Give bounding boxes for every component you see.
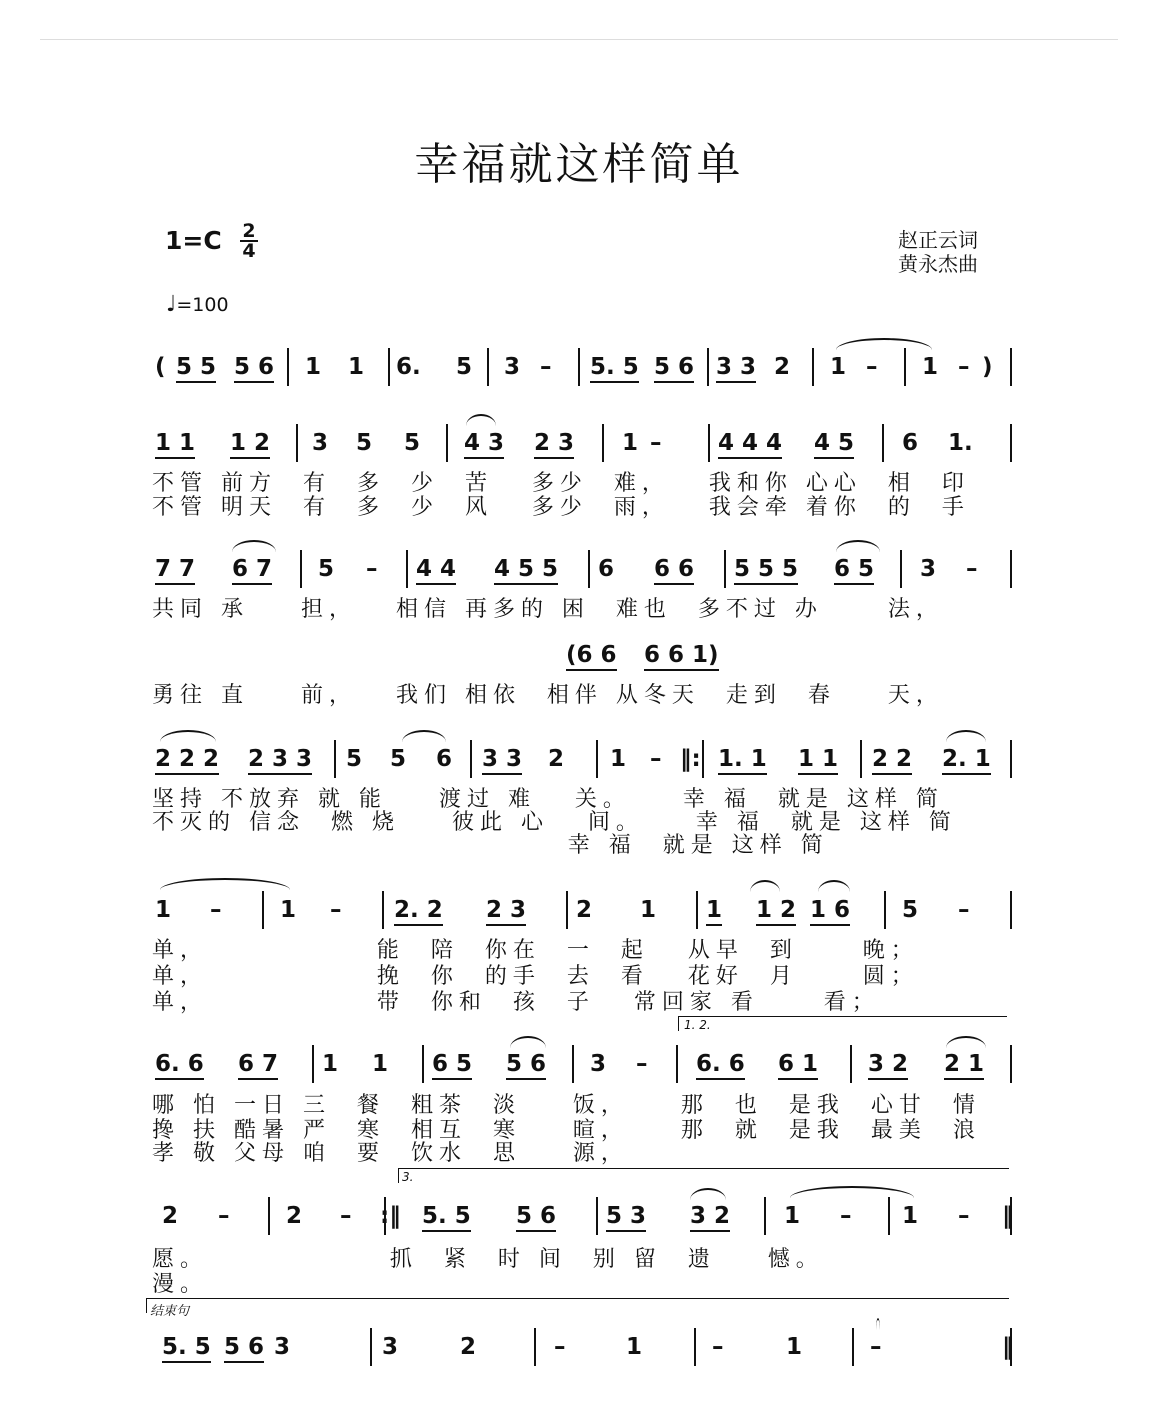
bar-line bbox=[764, 1197, 766, 1235]
bar-line bbox=[900, 550, 902, 588]
note-group: 2 2 bbox=[872, 746, 912, 775]
bar-line bbox=[860, 740, 862, 778]
note-group: 5. 5 bbox=[422, 1203, 471, 1232]
bar-line bbox=[1010, 550, 1012, 588]
bar-line bbox=[694, 1328, 696, 1366]
note-group: 1 bbox=[626, 1334, 643, 1360]
note-group: – bbox=[958, 354, 970, 380]
notation-row bbox=[0, 354, 1158, 398]
note-group: – bbox=[330, 897, 342, 923]
note-group: – bbox=[650, 746, 662, 772]
bar-line bbox=[882, 424, 884, 462]
note-group: 3 bbox=[590, 1051, 607, 1077]
bar-line bbox=[596, 740, 598, 778]
bar-line bbox=[588, 550, 590, 588]
page-title: 幸福就这样简单 bbox=[414, 139, 744, 190]
note-group: 2 bbox=[162, 1203, 179, 1229]
lyric-line: 幸 福 就是 这样 简 bbox=[152, 833, 829, 858]
coda-label: 结束句 bbox=[150, 1304, 190, 1319]
bar-line bbox=[1010, 1045, 1012, 1083]
note-group: 2 1 bbox=[944, 1051, 984, 1080]
bar-line bbox=[566, 891, 568, 929]
slur-arc bbox=[818, 880, 850, 892]
note-group: 6. bbox=[396, 354, 421, 380]
note-group: 1 bbox=[640, 897, 657, 923]
lyric-line: 单， 挽 你 的手 去 看 花好 月 圆； bbox=[152, 964, 919, 989]
bar-line bbox=[707, 348, 709, 386]
slur-arc bbox=[876, 1318, 880, 1330]
bar-line bbox=[1010, 740, 1012, 778]
lyric-line: 不管 明天 有 多 少 风 多少 雨， 我会牵 着你 的 手 bbox=[152, 495, 970, 520]
note-group: 5. 5 bbox=[590, 354, 639, 383]
repeat-sign: :‖ bbox=[380, 1203, 401, 1229]
note-group: 6 bbox=[598, 556, 615, 582]
slur-arc bbox=[790, 1186, 914, 1198]
note-group: 2 bbox=[774, 354, 791, 380]
bar-line bbox=[487, 348, 489, 386]
tempo-value: =100 bbox=[176, 294, 229, 316]
note-group: 6 1 bbox=[778, 1051, 818, 1080]
note-group: 1 1 bbox=[155, 430, 195, 459]
volta-1-2-bracket bbox=[678, 1016, 1007, 1031]
repeat-sign: ‖ bbox=[1002, 1334, 1014, 1360]
note-group: 3 2 bbox=[868, 1051, 908, 1080]
lyric-line: 漫。 bbox=[152, 1272, 209, 1297]
note-group: 5 6 bbox=[234, 354, 274, 383]
bar-line bbox=[446, 424, 448, 462]
note-group: 4 4 bbox=[416, 556, 456, 585]
lyric-line: 不管 前方 有 多 少 苦 多少 难， 我和你 心心 相 印 bbox=[152, 471, 970, 496]
note-group: 5 6 bbox=[224, 1334, 264, 1363]
coda-bracket bbox=[146, 1298, 1009, 1313]
bar-line bbox=[850, 1045, 852, 1083]
bar-line bbox=[1010, 348, 1012, 386]
note-group: 5 5 5 bbox=[734, 556, 798, 585]
note-group: 1 bbox=[706, 897, 722, 926]
note-group: 5 bbox=[346, 746, 363, 772]
note-group: – bbox=[540, 354, 552, 380]
slur-arc bbox=[160, 878, 290, 890]
key-signature: 1=C bbox=[165, 226, 222, 255]
slur-arc bbox=[836, 540, 880, 552]
note-group: 2 bbox=[460, 1334, 477, 1360]
note-group: – bbox=[840, 1203, 852, 1229]
bar-line bbox=[406, 550, 408, 588]
note-group: 5 bbox=[902, 897, 919, 923]
note-group: 3 bbox=[920, 556, 937, 582]
note-group: 5 bbox=[456, 354, 473, 380]
note-group: 5. 5 bbox=[162, 1334, 211, 1363]
bar-line bbox=[422, 1045, 424, 1083]
note-group: 6 7 bbox=[232, 556, 272, 585]
note-group: 2 3 3 bbox=[248, 746, 312, 775]
note-group: 2 3 bbox=[534, 430, 574, 459]
note-group: 3 bbox=[504, 354, 521, 380]
slur-arc bbox=[690, 1188, 726, 1200]
repeat-sign: ‖: bbox=[680, 746, 701, 772]
note-group: 3 3 bbox=[716, 354, 756, 383]
slur-arc bbox=[402, 730, 446, 742]
ts-top: 2 bbox=[242, 220, 256, 242]
bar-line bbox=[296, 424, 298, 462]
note-group: 6 7 bbox=[238, 1051, 278, 1080]
note-group: 1 bbox=[155, 897, 172, 923]
bar-line bbox=[312, 1045, 314, 1083]
note-group: 6 5 bbox=[834, 556, 874, 585]
note-group: 4 5 5 bbox=[494, 556, 558, 585]
note-group: 1 bbox=[786, 1334, 803, 1360]
bar-line bbox=[888, 1197, 890, 1235]
lyric-line: 单， 带 你和 孩 子 常回家 看 看； bbox=[152, 990, 880, 1015]
notation-row bbox=[0, 1203, 1158, 1247]
note-group: 2. 1 bbox=[942, 746, 991, 775]
note-group: ) bbox=[982, 354, 993, 380]
lyric-line: 单， 能 陪 你在 一 起 从早 到 晚； bbox=[152, 938, 919, 963]
note-group: – bbox=[870, 1334, 882, 1360]
note-group: – bbox=[650, 430, 662, 456]
bar-line bbox=[287, 348, 289, 386]
note-group: 5 3 bbox=[606, 1203, 646, 1232]
bar-line bbox=[370, 1328, 372, 1366]
bar-line bbox=[1010, 891, 1012, 929]
note-group: 4 3 bbox=[464, 430, 504, 459]
note-group: 6 bbox=[436, 746, 453, 772]
lyric-line: 不灭的 信念 燃 烧 彼此 心 间。 幸 福 就是 这样 简 bbox=[152, 810, 957, 835]
bar-line bbox=[904, 348, 906, 386]
repeat-sign: ‖ bbox=[1002, 1203, 1014, 1229]
bar-line bbox=[262, 891, 264, 929]
bar-line bbox=[1010, 424, 1012, 462]
slur-arc bbox=[160, 730, 216, 742]
note-group: 2 bbox=[286, 1203, 303, 1229]
note-group: 1 bbox=[610, 746, 627, 772]
note-group: – bbox=[636, 1051, 648, 1077]
note-group: 1 6 bbox=[810, 897, 850, 926]
note-group: 1 bbox=[902, 1203, 919, 1229]
note-group: 1 bbox=[830, 354, 847, 380]
note-group: 3 bbox=[382, 1334, 399, 1360]
note-group: 3 2 bbox=[690, 1203, 730, 1232]
bar-line bbox=[334, 740, 336, 778]
lyric-line: 搀 扶 酷暑 严 寒 相互 寒 暄， 那 就 是我 最美 浪 bbox=[152, 1118, 981, 1143]
slur-arc bbox=[232, 540, 276, 552]
note-group: ( bbox=[155, 354, 166, 380]
ts-bottom: 4 bbox=[242, 240, 256, 262]
note-group: – bbox=[554, 1334, 566, 1360]
note-group: 2. 2 bbox=[394, 897, 443, 926]
bar-line bbox=[702, 740, 704, 778]
note-group: 7 7 bbox=[155, 556, 195, 585]
note-group: 6 6 bbox=[654, 556, 694, 585]
note-group: 1 bbox=[622, 430, 639, 456]
note-group: 1. bbox=[948, 430, 973, 456]
note-group: – bbox=[218, 1203, 230, 1229]
note-group: – bbox=[966, 556, 978, 582]
bar-line bbox=[852, 1328, 854, 1366]
note-group: 1 1 bbox=[798, 746, 838, 775]
note-group: – bbox=[866, 354, 878, 380]
note-group: 5 bbox=[318, 556, 335, 582]
quarter-note-icon: ♩ bbox=[166, 292, 177, 317]
note-group: – bbox=[340, 1203, 352, 1229]
time-signature bbox=[240, 222, 258, 260]
note-group: 1. 1 bbox=[718, 746, 767, 775]
slur-arc bbox=[750, 880, 780, 892]
slur-arc bbox=[836, 338, 932, 350]
note-group: – bbox=[210, 897, 222, 923]
bar-line bbox=[708, 424, 710, 462]
note-group: 1 bbox=[348, 354, 365, 380]
top-divider bbox=[40, 39, 1118, 40]
note-group: – bbox=[958, 897, 970, 923]
bar-line bbox=[300, 550, 302, 588]
note-group: 5 bbox=[356, 430, 373, 456]
note-group: – bbox=[712, 1334, 724, 1360]
lyric-line: 孝 敬 父母 咱 要 饮水 思 源， bbox=[152, 1141, 629, 1166]
note-group: 5 6 bbox=[516, 1203, 556, 1232]
bar-line bbox=[596, 1197, 598, 1235]
note-group: 3 bbox=[274, 1334, 291, 1360]
tempo-marking bbox=[166, 292, 229, 317]
note-group: 5 bbox=[390, 746, 407, 772]
bar-line bbox=[388, 348, 390, 386]
note-group: 1 bbox=[372, 1051, 389, 1077]
note-group: 5 bbox=[404, 430, 421, 456]
note-group: 2 2 2 bbox=[155, 746, 219, 775]
note-group: 6. 6 bbox=[696, 1051, 745, 1080]
bar-line bbox=[534, 1328, 536, 1366]
composer: 黄永杰曲 bbox=[898, 252, 978, 276]
lyric-line: 哪 怕 一日 三 餐 粗茶 淡 饭， 那 也 是我 心甘 情 bbox=[152, 1093, 981, 1118]
bar-line bbox=[572, 1045, 574, 1083]
note-group: 2 bbox=[548, 746, 565, 772]
note-group: 5 5 bbox=[176, 354, 216, 383]
slur-arc bbox=[466, 414, 496, 426]
volta-1-2-label: 1. 2. bbox=[684, 1018, 711, 1032]
note-group: 4 4 4 bbox=[718, 430, 782, 459]
volta-3-bracket bbox=[398, 1168, 1009, 1183]
note-group: 6 6 1) bbox=[644, 642, 719, 671]
note-group: 5 6 bbox=[506, 1051, 546, 1080]
note-group: 5 6 bbox=[654, 354, 694, 383]
note-group: 2 3 bbox=[486, 897, 526, 926]
note-group: 1 bbox=[280, 897, 297, 923]
note-group: 6. 6 bbox=[155, 1051, 204, 1080]
bar-line bbox=[268, 1197, 270, 1235]
note-group: 3 3 bbox=[482, 746, 522, 775]
lyric-line: 愿。 抓 紧 时 间 别 留 遗 憾。 bbox=[152, 1247, 824, 1272]
note-group: 1 bbox=[305, 354, 322, 380]
note-group: 1 2 bbox=[230, 430, 270, 459]
lyric-line: 坚持 不放弃 就 能 渡过 难 关。 幸 福 就是 这样 简 bbox=[152, 787, 944, 812]
note-group: 2 bbox=[576, 897, 593, 923]
lyric-line: 共同 承 担， 相信 再多的 困 难也 多不过 办 法， bbox=[152, 597, 944, 622]
note-group: 6 5 bbox=[432, 1051, 472, 1080]
lyricist: 赵正云词 bbox=[898, 228, 978, 252]
note-group: 1 bbox=[922, 354, 939, 380]
note-group: 6 bbox=[902, 430, 919, 456]
note-group: 1 bbox=[322, 1051, 339, 1077]
slur-arc bbox=[946, 730, 986, 742]
note-group: 1 2 bbox=[756, 897, 796, 926]
bar-line bbox=[696, 891, 698, 929]
note-group: 3 bbox=[312, 430, 329, 456]
slur-arc bbox=[510, 1036, 546, 1048]
credits bbox=[898, 228, 978, 276]
bar-line bbox=[812, 348, 814, 386]
bar-line bbox=[884, 891, 886, 929]
bar-line bbox=[470, 740, 472, 778]
slur-arc bbox=[946, 1036, 986, 1048]
bar-line bbox=[724, 550, 726, 588]
lyric-line: 勇往 直 前， 我们 相依 相伴 从冬天 走到 春 天， bbox=[152, 683, 944, 708]
note-group: (6 6 bbox=[566, 642, 617, 671]
notation-row bbox=[0, 1334, 1158, 1378]
bar-line bbox=[602, 424, 604, 462]
note-group: – bbox=[958, 1203, 970, 1229]
bar-line bbox=[382, 891, 384, 929]
note-group: – bbox=[366, 556, 378, 582]
bar-line bbox=[578, 348, 580, 386]
bar-line bbox=[676, 1045, 678, 1083]
note-group: 4 5 bbox=[814, 430, 854, 459]
note-group: 1 bbox=[784, 1203, 801, 1229]
volta-3-label: 3. bbox=[402, 1170, 414, 1184]
